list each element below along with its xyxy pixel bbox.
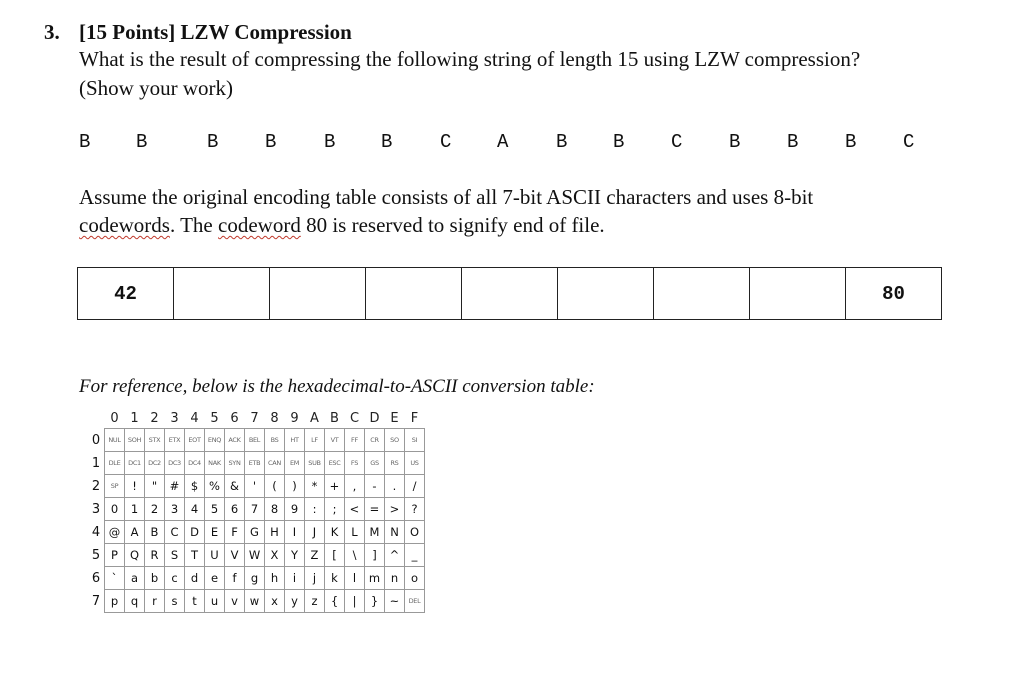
ascii-cell: ) [285, 475, 305, 498]
ascii-cell: U [205, 544, 225, 567]
ascii-col-header: E [390, 410, 399, 426]
ascii-cell: - [365, 475, 385, 498]
question-prompt-note: (Show your work) [79, 76, 233, 100]
ascii-cell: v [225, 590, 245, 613]
ascii-cell: VT [325, 429, 345, 452]
ascii-cell: I [285, 521, 305, 544]
ascii-cell: N [385, 521, 405, 544]
ascii-cell: ETX [165, 429, 185, 452]
ascii-cell: ! [125, 475, 145, 498]
ascii-row [88, 567, 425, 590]
ascii-row [88, 521, 425, 544]
ascii-cell: l [345, 567, 365, 590]
ascii-cell: n [385, 567, 405, 590]
question-title: [15 Points] LZW Compression [79, 20, 352, 44]
answer-cell[interactable]: 42 [78, 268, 174, 320]
answer-cell[interactable] [558, 268, 654, 320]
ascii-cell: SOH [125, 429, 145, 452]
ascii-cell: z [305, 590, 325, 613]
ascii-cell: } [365, 590, 385, 613]
assumption-line-1: Assume the original encoding table consists of all 7-bit ASCII characters and uses 8-bit [79, 185, 814, 209]
ascii-cell: SO [385, 429, 405, 452]
ascii-cell: = [365, 498, 385, 521]
ascii-cell: & [225, 475, 245, 498]
ascii-cell: $ [185, 475, 205, 498]
input-char: B [79, 131, 91, 153]
ascii-cell: + [325, 475, 345, 498]
ascii-col-header: 1 [130, 410, 139, 426]
ascii-cell: 5 [205, 498, 225, 521]
ascii-col-header: A [310, 410, 319, 426]
ascii-col-header: 2 [150, 410, 159, 426]
ascii-cell: STX [145, 429, 165, 452]
ascii-cell: j [305, 567, 325, 590]
ascii-cell: NUL [105, 429, 125, 452]
ascii-cell: L [345, 521, 365, 544]
input-char: B [613, 131, 625, 153]
ascii-cell: Y [285, 544, 305, 567]
ascii-cell: D [185, 521, 205, 544]
ascii-cell: NAK [205, 452, 225, 475]
ascii-cell: W [245, 544, 265, 567]
ascii-cell: DLE [105, 452, 125, 475]
input-char: B [787, 131, 799, 153]
ascii-cell: BS [265, 429, 285, 452]
ascii-cell: : [305, 498, 325, 521]
ascii-cell: a [125, 567, 145, 590]
ascii-cell: . [385, 475, 405, 498]
ascii-cell: ] [365, 544, 385, 567]
ascii-col-header: C [349, 410, 360, 426]
ascii-cell: 8 [265, 498, 285, 521]
ascii-cell: 2 [145, 498, 165, 521]
ascii-row [88, 498, 425, 521]
ascii-cell: V [225, 544, 245, 567]
answer-cell[interactable]: 80 [846, 268, 942, 320]
ascii-col-header: 3 [170, 410, 179, 426]
ascii-cell: F [225, 521, 245, 544]
ascii-cell: FF [345, 429, 365, 452]
ascii-cell: C [165, 521, 185, 544]
answer-row [78, 268, 942, 320]
ascii-cell: SP [105, 475, 125, 498]
ascii-cell: P [105, 544, 125, 567]
ascii-cell: FS [345, 452, 365, 475]
ascii-cell: DC4 [185, 452, 205, 475]
answer-table [77, 267, 942, 320]
ascii-cell: ` [105, 567, 125, 590]
ascii-row-header: 0 [91, 432, 101, 448]
question-prompt: What is the result of compressing the following string of length 15 using LZW compression? [79, 47, 861, 71]
reference-caption: For reference, below is the hexadecimal-to-ASCII conversion table: [79, 376, 595, 397]
ascii-row [88, 475, 425, 498]
ascii-cell: g [245, 567, 265, 590]
ascii-cell: EOT [185, 429, 205, 452]
ascii-cell: Q [125, 544, 145, 567]
ascii-cell: 6 [225, 498, 245, 521]
ascii-cell: / [405, 475, 425, 498]
ascii-row-header: 7 [91, 593, 101, 609]
ascii-column-headers [88, 408, 425, 429]
ascii-cell: \ [345, 544, 365, 567]
input-char: B [729, 131, 741, 153]
ascii-cell: K [325, 521, 345, 544]
ascii-cell: b [145, 567, 165, 590]
ascii-cell: m [365, 567, 385, 590]
ascii-cell: { [325, 590, 345, 613]
ascii-cell: R [145, 544, 165, 567]
ascii-cell: > [385, 498, 405, 521]
ascii-cell: k [325, 567, 345, 590]
ascii-cell: ' [245, 475, 265, 498]
ascii-cell: ESC [325, 452, 345, 475]
input-char: B [207, 131, 219, 153]
ascii-col-header: B [330, 410, 339, 426]
ascii-cell: DC3 [165, 452, 185, 475]
ascii-col-header: F [410, 410, 419, 426]
ascii-cell: CR [365, 429, 385, 452]
ascii-cell: X [265, 544, 285, 567]
answer-cell[interactable] [750, 268, 846, 320]
ascii-row [88, 544, 425, 567]
ascii-cell: RS [385, 452, 405, 475]
ascii-cell: 1 [125, 498, 145, 521]
input-char: C [671, 131, 683, 153]
spellcheck-word: codewords [79, 213, 170, 237]
ascii-cell: GS [365, 452, 385, 475]
ascii-cell: s [165, 590, 185, 613]
ascii-cell: 0 [105, 498, 125, 521]
ascii-row [88, 452, 425, 475]
ascii-row-header: 2 [91, 478, 101, 494]
ascii-cell: E [205, 521, 225, 544]
ascii-cell: G [245, 521, 265, 544]
ascii-cell: i [285, 567, 305, 590]
ascii-table [88, 408, 425, 613]
ascii-row-header: 1 [91, 455, 101, 471]
ascii-cell: | [345, 590, 365, 613]
ascii-cell: q [125, 590, 145, 613]
assumption-line-2 [79, 213, 605, 238]
input-char: B [381, 131, 393, 153]
ascii-cell: DC1 [125, 452, 145, 475]
ascii-cell: u [205, 590, 225, 613]
ascii-cell: * [305, 475, 325, 498]
ascii-row-header: 6 [91, 570, 101, 586]
ascii-cell: SUB [305, 452, 325, 475]
ascii-cell: M [365, 521, 385, 544]
ascii-cell: HT [285, 429, 305, 452]
assumption-text: . The [169, 213, 219, 237]
input-char: B [136, 131, 148, 153]
input-char: B [265, 131, 277, 153]
ascii-col-header: 8 [270, 410, 279, 426]
ascii-cell: CAN [265, 452, 285, 475]
ascii-row [88, 590, 425, 613]
ascii-cell: 3 [165, 498, 185, 521]
ascii-cell: O [405, 521, 425, 544]
ascii-cell: EM [285, 452, 305, 475]
input-char: B [324, 131, 336, 153]
ascii-cell: e [205, 567, 225, 590]
ascii-cell: d [185, 567, 205, 590]
ascii-col-header: 7 [250, 410, 259, 426]
ascii-cell: SI [405, 429, 425, 452]
ascii-cell: J [305, 521, 325, 544]
input-char: B [556, 131, 568, 153]
ascii-cell: US [405, 452, 425, 475]
ascii-corner [88, 408, 105, 429]
ascii-cell: p [105, 590, 125, 613]
ascii-cell: ( [265, 475, 285, 498]
ascii-cell: r [145, 590, 165, 613]
ascii-cell: BEL [245, 429, 265, 452]
ascii-cell: ? [405, 498, 425, 521]
ascii-cell: " [145, 475, 165, 498]
ascii-cell: , [345, 475, 365, 498]
answer-cell[interactable] [654, 268, 750, 320]
ascii-cell: t [185, 590, 205, 613]
ascii-cell: h [265, 567, 285, 590]
ascii-cell: x [265, 590, 285, 613]
ascii-cell: 4 [185, 498, 205, 521]
ascii-cell: y [285, 590, 305, 613]
ascii-cell: ; [325, 498, 345, 521]
ascii-cell: A [125, 521, 145, 544]
answer-cell[interactable] [174, 268, 270, 320]
ascii-cell: LF [305, 429, 325, 452]
assumption-text: 80 is reserved to signify end of file. [300, 213, 605, 237]
ascii-col-header: 0 [110, 410, 119, 426]
answer-cell[interactable] [462, 268, 558, 320]
ascii-cell: 9 [285, 498, 305, 521]
input-char: C [440, 131, 452, 153]
ascii-row-header: 4 [91, 524, 101, 540]
ascii-cell: ~ [385, 590, 405, 613]
spellcheck-word: codeword [218, 213, 301, 237]
ascii-row-header: 3 [91, 501, 101, 517]
ascii-cell: ETB [245, 452, 265, 475]
ascii-cell: o [405, 567, 425, 590]
ascii-cell: H [265, 521, 285, 544]
ascii-cell: < [345, 498, 365, 521]
input-char: B [845, 131, 857, 153]
ascii-cell: c [165, 567, 185, 590]
ascii-cell: T [185, 544, 205, 567]
ascii-cell: DC2 [145, 452, 165, 475]
ascii-cell: f [225, 567, 245, 590]
question-number: 3. [44, 20, 60, 44]
ascii-cell: ^ [385, 544, 405, 567]
ascii-col-header: 4 [190, 410, 199, 426]
ascii-col-header: 9 [290, 410, 299, 426]
ascii-cell: ENQ [205, 429, 225, 452]
ascii-cell: @ [105, 521, 125, 544]
ascii-cell: _ [405, 544, 425, 567]
ascii-cell: B [145, 521, 165, 544]
ascii-row [88, 429, 425, 452]
ascii-cell: Z [305, 544, 325, 567]
ascii-cell: w [245, 590, 265, 613]
ascii-col-header: 6 [230, 410, 239, 426]
ascii-cell: % [205, 475, 225, 498]
ascii-col-header: 5 [210, 410, 219, 426]
ascii-cell: 7 [245, 498, 265, 521]
ascii-row-header: 5 [91, 547, 101, 563]
ascii-cell: ACK [225, 429, 245, 452]
input-char: C [903, 131, 915, 153]
answer-cell[interactable] [270, 268, 366, 320]
ascii-cell: S [165, 544, 185, 567]
ascii-cell: # [165, 475, 185, 498]
input-char: A [497, 131, 509, 153]
ascii-cell: DEL [405, 590, 425, 613]
answer-cell[interactable] [366, 268, 462, 320]
ascii-cell: [ [325, 544, 345, 567]
ascii-col-header: D [369, 410, 380, 426]
ascii-cell: SYN [225, 452, 245, 475]
